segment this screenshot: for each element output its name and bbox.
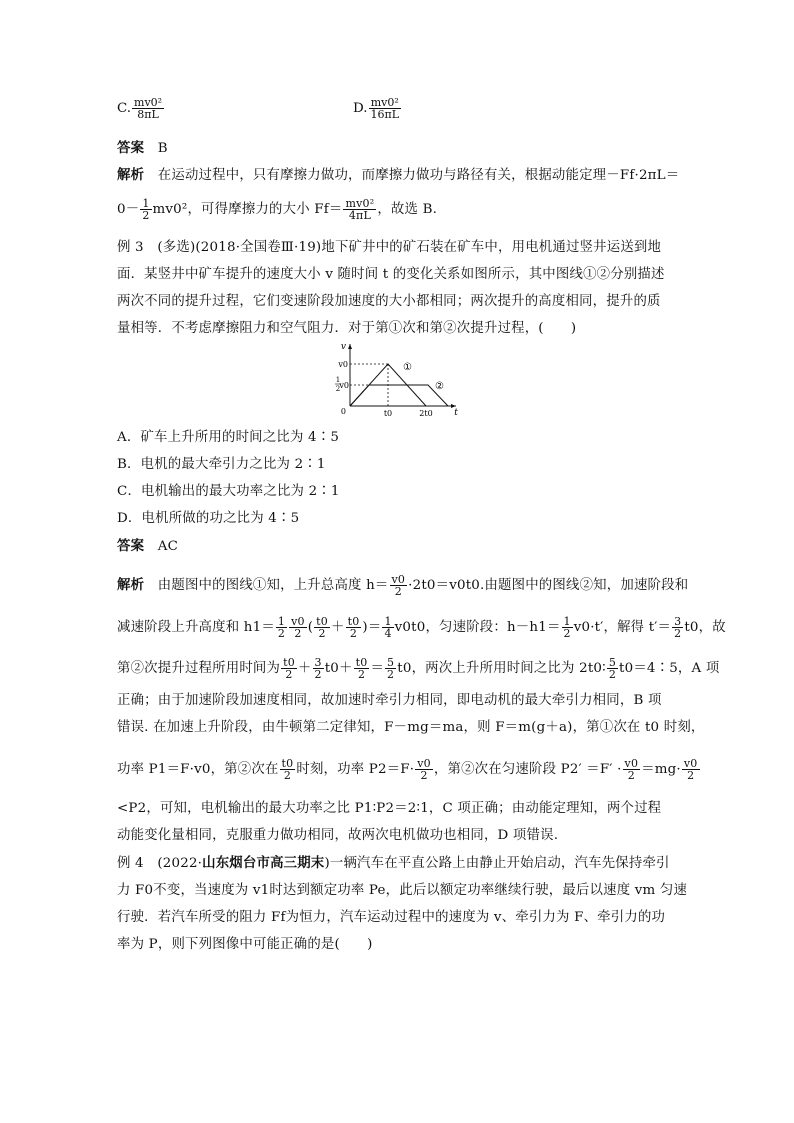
half-num: 1 [335,376,341,384]
v-axis-label: v [340,342,346,352]
t-axis-label: t [454,408,458,418]
ex3-line4: 量相等．不考虑摩擦阻力和空气阻力．对于第①次和第②次提升过程，( ) [117,321,577,336]
ex3-analysis-line2: 减速阶段上升高度和 h1＝ $\frac{1}{2}$ $\frac{v0}{2}$ ( $\frac{t0}{2}$ ＋ $\frac{t0}{2}$ )＝ $\frac{1}{4}$ v0t0，匀速阶段：h－h1＝ $\frac{1}{2}$ v0·t′，解得 t′＝ $\frac{3}{2}$ t0，故 [117,615,726,640]
2t0-label: 2t0 [419,409,433,418]
ex4-line2: 力 F0不变，当速度为 v1时达到额定功率 Pe，此后以额定功率继续行驶，最后以速度 vm 匀速 [117,883,688,898]
v0-label: v0 [338,360,348,369]
ex3-analysis-line1: 解析 由题图中的图线①知，上升总高度 h＝ $\frac{v0}{2}$ ·2t0＝v0t0.由题图中的图线②知，加速阶段和 [117,573,689,598]
ex3-line3: 两次不同的提升过程，它们变速阶段加速度的大小都相同；两次提升的高度相同，提升的质 [117,294,661,309]
ex3-analysis-line3: 第②次提升过程所用时间为 $\frac{t0}{2}$ ＋ $\frac{3}{2}$ t0＋ $\frac{t0}{2}$ ＝ $\frac{5}{2}$ t0，两次上升所用时间之比为 2t0∶ $\frac{5}{2}$ t0＝4∶5，A 项 [117,656,720,681]
ex3-option-b: B．电机的最大牵引力之比为 2∶1 [117,457,326,472]
half-den: 2 [335,385,341,393]
ex3-option-a: A．矿车上升所用的时间之比为 4∶5 [117,430,340,445]
t0-label: t0 [383,409,393,418]
ex4-line3: 行驶．若汽车所受的阻力 Ff为恒力，汽车运动过程中的速度为 v、牵引力为 F、牵引力的功 [117,910,666,925]
q2-analysis-line1: 解析 在运动过程中，只有摩擦力做功，而摩擦力做功与路径有关，根据动能定理－Ff·2πL＝ [117,168,680,183]
ex3-option-d: D．电机所做的功之比为 4∶5 [117,511,300,526]
q2-answer: 答案 B [117,141,168,156]
option-c-fraction: $\frac{\text{mv0²}}{8\pi L}$ [134,96,163,121]
option-c: C. $\frac{\text{mv0²}}{8\pi L}$ [117,96,163,121]
option-d-fraction: $\frac{\text{mv0²}}{16\pi L}$ [370,96,400,121]
v-axis-arrow [348,344,352,349]
ex3-title: 例 3 (多选)(2018·全国卷Ⅲ·19)地下矿井中的矿石装在矿车中，用电机通过竖井运送到地 [117,240,662,255]
ex3-line2: 面．某竖井中矿车提升的速度大小 v 随时间 t 的变化关系如图所示，其中图线①②分别描述 [117,267,665,282]
curve-2-line [350,385,448,406]
ex3-analysis-line4: 正确；由于加速阶段加速度相同，故加速时牵引力相同，即电动机的最大牵引力相同，B 项 [117,693,662,708]
curve-2-label: ② [435,381,444,392]
vt-graph [330,340,460,420]
ex3-analysis-line7: <P2，可知，电机输出的最大功率之比 P1∶P2＝2∶1，C 项正确；由动能定理知，两个过程 [117,801,662,816]
ex3-analysis-line6: 功率 P1＝F·v0，第②次在 $\frac{t0}{2}$ 时刻，功率 P2＝F· $\frac{v0}{2}$ ，第②次在匀速阶段 P2′ ＝F′ · $\frac{v0}{2}$ ＝mg· $\frac{v0}{2}$ [117,757,698,782]
ex4-title: 例 4 (2022·山东烟台市高三期末)一辆汽车在平直公路上由静止开始启动，汽车先保持牵引 [117,856,670,871]
option-d: D. $\frac{\text{mv0²}}{16\pi L}$ [353,96,400,121]
ex3-analysis-line5: 错误. 在加速上升阶段，由牛顿第二定律知，F－mg＝ma，则 F＝m(g＋a)，第①次在 t0 时刻， [117,720,705,735]
ex4-line4: 率为 P，则下列图像中可能正确的是( ) [117,937,373,952]
ex3-analysis-line8: 动能变化量相同，克服重力做功相同，故两次电机做功也相同，D 项错误. [117,828,559,843]
ex3-answer: 答案 AC [117,539,179,554]
origin-label: 0 [340,407,346,416]
v0b-label: v0 [339,381,349,390]
q2-analysis-line2: 0－ $\frac{1}{2}$ mv0²，可得摩擦力的大小 Ff＝ $\frac{\text{mv0²}}{4\pi L}$ ，故选 B. [117,197,438,222]
ex3-option-c: C．电机输出的最大功率之比为 2∶1 [117,484,340,499]
curve-1-label: ① [403,362,412,373]
